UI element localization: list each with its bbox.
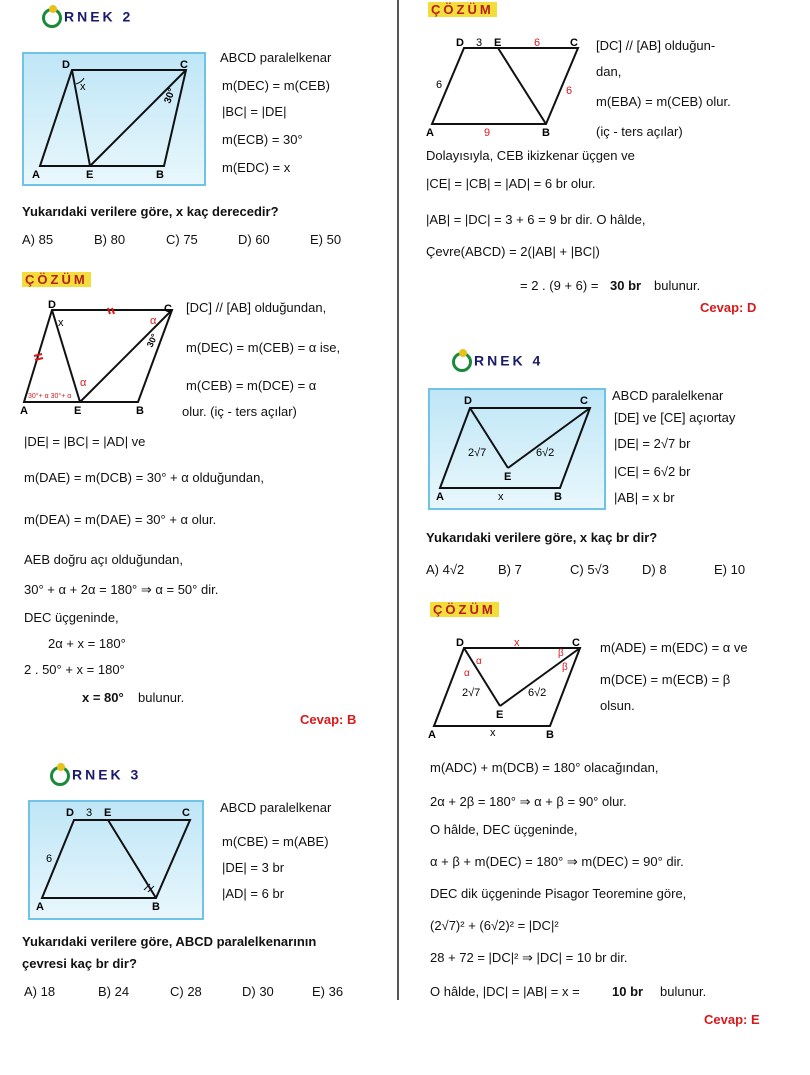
- cozum4-line-7: α + β + m(DEC) = 180° ⇒ m(DEC) = 90° dir.: [430, 854, 684, 869]
- cozum4-figure: [426, 636, 594, 742]
- ornek3-option-e: E) 36: [312, 984, 344, 999]
- cozum4-fig-B: B: [546, 729, 554, 741]
- ornek2-option-a: A) 85: [22, 232, 54, 247]
- ornek3-fig-6: 6: [46, 853, 53, 865]
- cozum2-line-3: m(CEB) = m(DCE) = α: [186, 378, 317, 393]
- ornek4-given-5: |AB| = x br: [614, 490, 675, 505]
- cozum3-fig-D: D: [456, 37, 464, 49]
- ornek2-fig-E: E: [86, 169, 94, 181]
- ornek2-given-5: m(EDC) = x: [222, 160, 291, 175]
- ornek3-option-d: D) 30: [242, 984, 274, 999]
- ornek3-fig-E: E: [104, 807, 112, 819]
- ornek2-figure-box: [22, 52, 206, 186]
- ornek2-fig-A: A: [32, 169, 40, 181]
- ornek4-option-b: B) 7: [498, 562, 522, 577]
- ornek4-fig-B: B: [554, 491, 562, 503]
- cozum2-line-8: AEB doğru açı olduğundan,: [24, 552, 184, 567]
- cozum4-heading: ÇÖZÜM: [430, 602, 499, 617]
- cozum3-line-2: dan,: [596, 64, 622, 79]
- cozum2-result: x = 80°: [82, 690, 124, 705]
- cozum3-line-6: |CE| = |CB| = |AD| = 6 br olur.: [426, 176, 596, 191]
- ornek4-fig-D: D: [464, 395, 472, 407]
- cozum2-fig-E: E: [74, 405, 82, 417]
- ornek4-figure-box: [428, 388, 606, 510]
- ornek4-fig-ce: 6√2: [536, 447, 555, 459]
- cozum2-fig-alpha-e: α: [80, 377, 87, 389]
- cozum2-fig-30: 30°: [144, 332, 160, 349]
- ornek3-option-a: A) 18: [24, 984, 56, 999]
- cozum3-line-7: |AB| = |DC| = 3 + 6 = 9 br dir. O hâlde,: [426, 212, 646, 227]
- ornek3-given-4: |AD| = 6 br: [222, 886, 285, 901]
- cozum4-line-11: O hâlde, |DC| = |AB| = x =: [430, 984, 580, 999]
- ornek2-given-3: |BC| = |DE|: [222, 104, 287, 119]
- cozum2-fig-C: C: [164, 303, 172, 315]
- ornek3-option-b: B) 24: [98, 984, 130, 999]
- ornek2-option-c: C) 75: [166, 232, 198, 247]
- ornek4-option-d: D) 8: [642, 562, 667, 577]
- ornek3-figure-box: [28, 800, 204, 920]
- cozum4-fig-D: D: [456, 637, 464, 649]
- ornek4-fig-C: C: [580, 395, 588, 407]
- cozum3-fig-E: E: [494, 37, 502, 49]
- cozum2-line-2: m(DEC) = m(CEB) = α ise,: [186, 340, 341, 355]
- cozum4-result: 10 br: [612, 984, 644, 999]
- ornek3-figure: [30, 802, 202, 918]
- cozum2-fig-A: A: [20, 405, 28, 417]
- ornek2-fig-B: B: [156, 169, 164, 181]
- cozum3-line-9: = 2 . (9 + 6) =: [520, 278, 599, 293]
- cozum3-fig-bc: 6: [566, 85, 573, 97]
- cozum4-line-8: DEC dik üçgeninde Pisagor Teoremine göre,: [430, 886, 687, 901]
- ornek3-fig-A: A: [36, 901, 44, 913]
- cozum2-line-7: m(DEA) = m(DAE) = 30° + α olur.: [24, 512, 217, 527]
- cozum3-line-1: [DC] // [AB] olduğun-: [596, 38, 716, 53]
- cozum4-fig-x1: x: [514, 637, 520, 649]
- ornek4-heading: [452, 352, 543, 372]
- ornek-logo-icon: [452, 352, 472, 372]
- cozum2-line-10: DEC üçgeninde,: [24, 610, 119, 625]
- cozum3-line-3: m(EBA) = m(CEB) olur.: [596, 94, 731, 109]
- cozum4-fig-alpha-1: α: [476, 656, 482, 667]
- ornek-logo-icon: [42, 8, 62, 28]
- ornek2-title: RNEK 2: [64, 8, 134, 25]
- cozum4-line-1: m(ADE) = m(EDC) = α ve: [600, 640, 748, 655]
- ornek4-given-1: ABCD paralelkenar: [612, 388, 724, 403]
- cozum3-line-4: (iç - ters açılar): [596, 124, 683, 139]
- cozum3-fig-3: 3: [476, 37, 483, 49]
- cozum4-line-6: O hâlde, DEC üçgeninde,: [430, 822, 578, 837]
- ornek3-title: RNEK 3: [72, 766, 142, 783]
- cozum4-fig-beta-2: β: [562, 662, 568, 673]
- cozum2-line-6: m(DAE) = m(DCB) = 30° + α olduğundan,: [24, 470, 264, 485]
- ornek3-question-1: Yukarıdaki verilere göre, ABCD paralelkenarının: [22, 934, 317, 949]
- ornek3-heading: [50, 766, 141, 786]
- cozum2-figure: [18, 298, 180, 418]
- cozum4-line-4: m(ADC) + m(DCB) = 180° olacağından,: [430, 760, 659, 775]
- cozum2-line-1: [DC] // [AB] olduğundan,: [186, 300, 327, 315]
- cozum4-fig-A: A: [428, 729, 436, 741]
- ornek2-figure: [24, 54, 204, 184]
- ornek4-fig-A: A: [436, 491, 444, 503]
- ornek3-fig-D: D: [66, 807, 74, 819]
- cozum4-line-2: m(DCE) = m(ECB) = β: [600, 672, 731, 687]
- cozum4-result-suffix: bulunur.: [660, 984, 707, 999]
- cozum4-line-5: 2α + 2β = 180° ⇒ α + β = 90° olur.: [430, 794, 627, 809]
- ornek4-question: Yukarıdaki verilere göre, x kaç br dir?: [426, 530, 658, 545]
- ornek2-question: Yukarıdaki verilere göre, x kaç derecedir?: [22, 204, 279, 219]
- cozum2-line-5: |DE| = |BC| = |AD| ve: [24, 434, 146, 449]
- cozum2-line-4: olur. (iç - ters açılar): [182, 404, 297, 419]
- ornek2-fig-x: x: [80, 81, 86, 93]
- cozum2-fig-x: x: [58, 317, 64, 329]
- ornek3-given-3: |DE| = 3 br: [222, 860, 285, 875]
- ornek2-fig-C: C: [180, 59, 188, 71]
- cozum2-fig-D: D: [48, 299, 56, 311]
- ornek3-option-c: C) 28: [170, 984, 202, 999]
- ornek3-fig-B: B: [152, 901, 160, 913]
- cozum4-line-10: 28 + 72 = |DC|² ⇒ |DC| = 10 br dir.: [430, 950, 628, 965]
- cozum2-fig-sum: 30°+ α 30°+ α: [28, 393, 72, 400]
- cozum4-answer: Cevap: E: [704, 1012, 760, 1027]
- cozum4-fig-x2: x: [490, 727, 496, 739]
- cozum3-fig-B: B: [542, 127, 550, 139]
- ornek4-fig-E: E: [504, 471, 512, 483]
- ornek2-given-4: m(ECB) = 30°: [222, 132, 303, 147]
- ornek-logo-icon: [50, 766, 70, 786]
- cozum2-result-suffix: bulunur.: [138, 690, 185, 705]
- cozum2-line-9: 30° + α + 2α = 180° ⇒ α = 50° dir.: [24, 582, 219, 597]
- cozum3-fig-C: C: [570, 37, 578, 49]
- cozum4-fig-E: E: [496, 709, 504, 721]
- cozum2-heading: ÇÖZÜM: [22, 272, 91, 287]
- ornek2-option-e: E) 50: [310, 232, 342, 247]
- cozum3-figure: [424, 36, 588, 140]
- ornek2-option-b: B) 80: [94, 232, 126, 247]
- cozum4-line-3: olsun.: [600, 698, 635, 713]
- ornek4-given-3: |DE| = 2√7 br: [614, 436, 691, 451]
- cozum3-fig-ec: 6: [534, 37, 541, 49]
- ornek4-fig-x: x: [498, 491, 504, 503]
- cozum3-line-5: Dolayısıyla, CEB ikizkenar üçgen ve: [426, 148, 635, 163]
- ornek2-heading: [42, 8, 133, 28]
- cozum4-fig-ce: 6√2: [528, 687, 547, 699]
- ornek2-given-2: m(DEC) = m(CEB): [222, 78, 330, 93]
- cozum3-result-suffix: bulunur.: [654, 278, 701, 293]
- ornek4-option-e: E) 10: [714, 562, 746, 577]
- ornek4-fig-de: 2√7: [468, 447, 487, 459]
- cozum2-line-12: 2 . 50° + x = 180°: [24, 662, 125, 677]
- cozum2-answer: Cevap: B: [300, 712, 357, 727]
- ornek3-fig-3: 3: [86, 807, 93, 819]
- cozum2-line-11: 2α + x = 180°: [48, 636, 126, 651]
- ornek3-fig-C: C: [182, 807, 190, 819]
- ornek2-fig-D: D: [62, 59, 70, 71]
- cozum4-fig-de: 2√7: [462, 687, 481, 699]
- ornek3-given-1: ABCD paralelkenar: [220, 800, 332, 815]
- ornek3-question-2: çevresi kaç br dir?: [22, 956, 137, 971]
- ornek2-fig-angle: 30°: [162, 87, 178, 106]
- cozum3-fig-ab: 9: [484, 127, 491, 139]
- ornek4-option-a: A) 4√2: [426, 562, 465, 577]
- cozum3-heading: ÇÖZÜM: [428, 2, 497, 17]
- ornek4-figure: [430, 390, 604, 508]
- cozum2-fig-B: B: [136, 405, 144, 417]
- cozum4-fig-beta-1: β: [558, 648, 564, 659]
- cozum4-line-9: (2√7)² + (6√2)² = |DC|²: [430, 918, 559, 933]
- ornek2-given-1: ABCD paralelkenar: [220, 50, 332, 65]
- ornek4-given-2: [DE] ve [CE] açıortay: [614, 410, 736, 425]
- ornek4-option-c: C) 5√3: [570, 562, 609, 577]
- cozum4-fig-alpha-2: α: [464, 668, 470, 679]
- cozum3-fig-A: A: [426, 127, 434, 139]
- cozum4-fig-C: C: [572, 637, 580, 649]
- cozum3-fig-ad: 6: [436, 79, 443, 91]
- ornek4-given-4: |CE| = 6√2 br: [614, 464, 691, 479]
- ornek3-given-2: m(CBE) = m(ABE): [222, 834, 329, 849]
- ornek4-title: RNEK 4: [474, 352, 544, 369]
- cozum2-fig-alpha-c: α: [150, 315, 157, 327]
- ornek2-option-d: D) 60: [238, 232, 270, 247]
- column-divider: [397, 0, 399, 1000]
- cozum3-answer: Cevap: D: [700, 300, 757, 315]
- cozum3-result: 30 br: [610, 278, 642, 293]
- cozum3-line-8: Çevre(ABCD) = 2(|AB| + |BC|): [426, 244, 600, 259]
